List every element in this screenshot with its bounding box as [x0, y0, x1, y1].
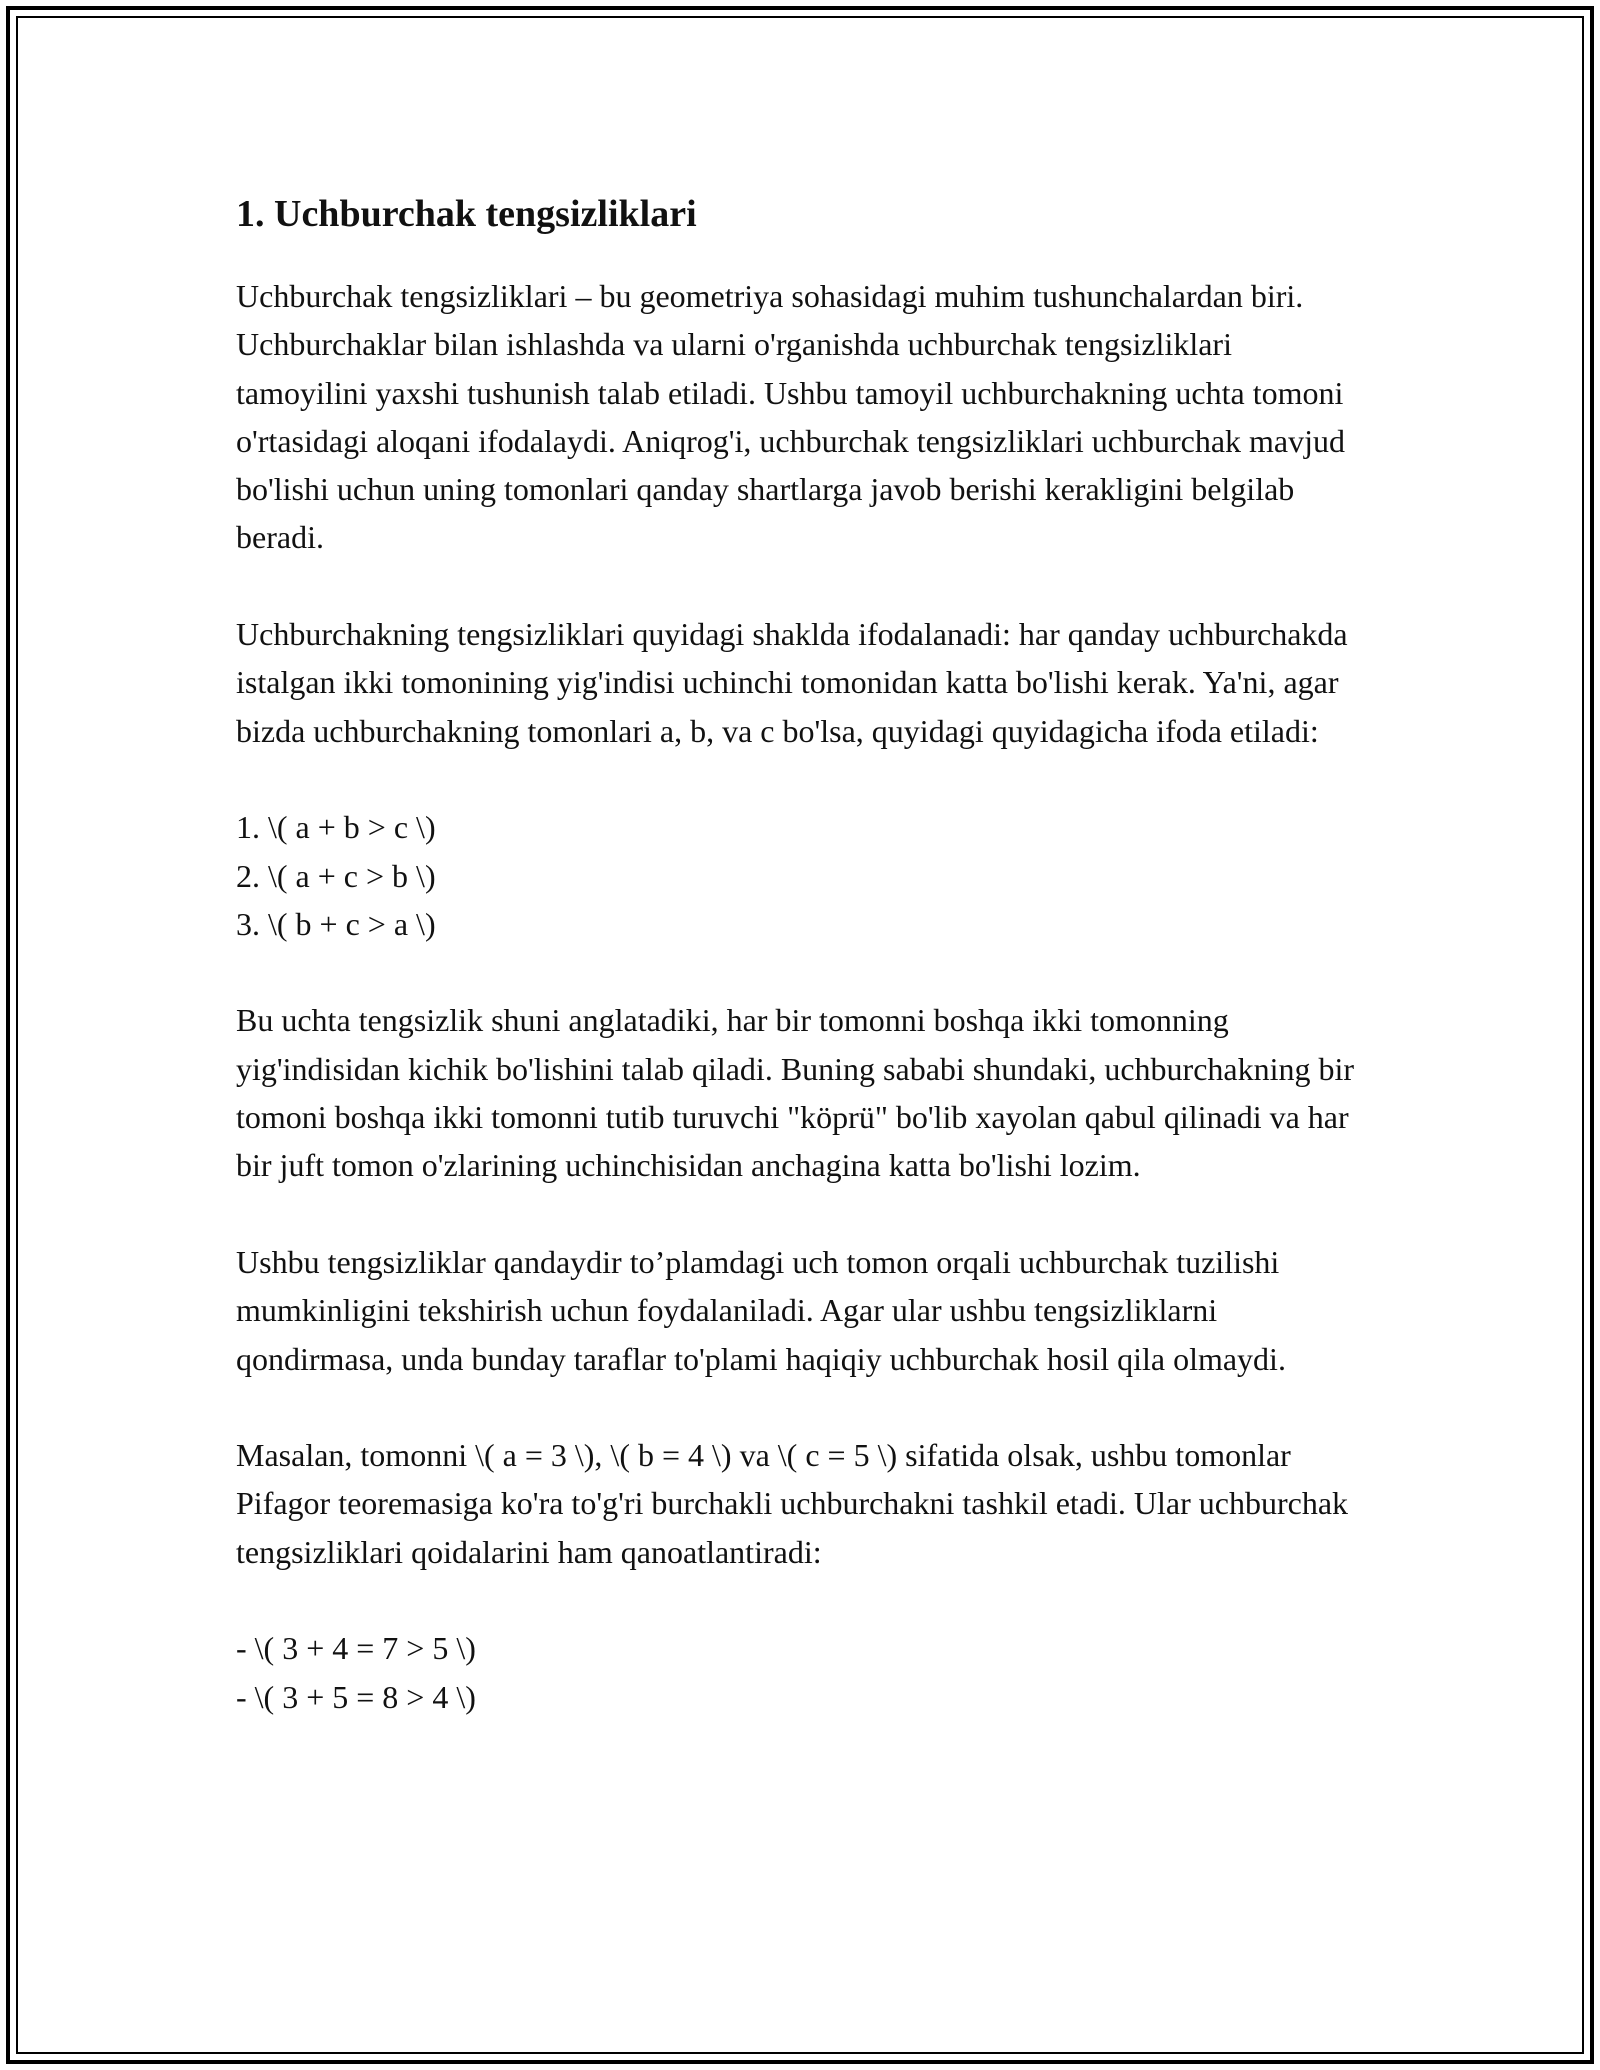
section-heading: 1. Uchburchak tengsizliklari: [236, 193, 697, 235]
example-check-list: [236, 1624, 1366, 1721]
inequality-item: 3. \( b + c > a \): [236, 905, 436, 942]
inequality-item: 2. \( a + c > b \): [236, 857, 436, 894]
paragraph-intro: Uchburchak tengsizliklari – bu geometriya sohasidagi muhim tushunchalardan biri. Uchburchaklar bilan ishlashda va ularni o'rganishda uchburchak tengsizliklari tamoyilini yaxshi tushunish talab etiladi. Ushbu tamoyil uchburchakning uchta tomoni o'rtasidagi aloqani ifodalaydi. Aniqrog'i, uchburchak tengsizliklari uchburchak mavjud bo'lishi uchun uning tomonlari qanday shartlarga javob berishi kerakligini belgilab beradi.: [236, 278, 1345, 556]
paragraph-explanation: Bu uchta tengsizlik shuni anglatadiki, har bir tomonni boshqa ikki tomonning yig'indisidan kichik bo'lishini talab qiladi. Buning sababi shundaki, uchburchakning bir tomoni boshqa ikki tomonni tutib turuvchi "köprü" bo'lib xayolan qabul qilinadi va har bir juft tomon o'zlarining uchinchisidan anchagina katta bo'lishi lozim.: [236, 1002, 1355, 1184]
inequality-item: 1. \( a + b > c \): [236, 809, 436, 846]
paragraph-definition: Uchburchakning tengsizliklari quyidagi shaklda ifodalanadi: har qanday uchburchakda istalgan ikki tomonining yig'indisi uchinchi tomonidan katta bo'lishi kerak. Ya'ni, agar bizda uchburchakning tomonlari a, b, va c bo'lsa, quyidagi quyidagicha ifoda etiladi:: [236, 616, 1348, 749]
example-check-item: - \( 3 + 4 = 7 > 5 \): [236, 1630, 476, 1667]
document-body: [236, 186, 1366, 1769]
paragraph-example: Masalan, tomonni \( a = 3 \), \( b = 4 \) va \( c = 5 \) sifatida olsak, ushbu tomonlar Pifagor teoremasiga ko'ra to'g'ri burchakli uchburchakni tashkil etadi. Ular uchburchak tengsizliklari qoidalarini ham qanoatlantiradi:: [236, 1437, 1349, 1570]
inequality-list: [236, 803, 1366, 948]
example-check-item: - \( 3 + 5 = 8 > 4 \): [236, 1678, 476, 1715]
paragraph-usage: Ushbu tengsizliklar qandaydir to’plamdagi uch tomon orqali uchburchak tuzilishi mumkinligini tekshirish uchun foydalaniladi. Agar ular ushbu tengsizliklarni qondirmasa, unda bunday taraflar to'plami haqiqiy uchburchak hosil qila olmaydi.: [236, 1243, 1286, 1377]
